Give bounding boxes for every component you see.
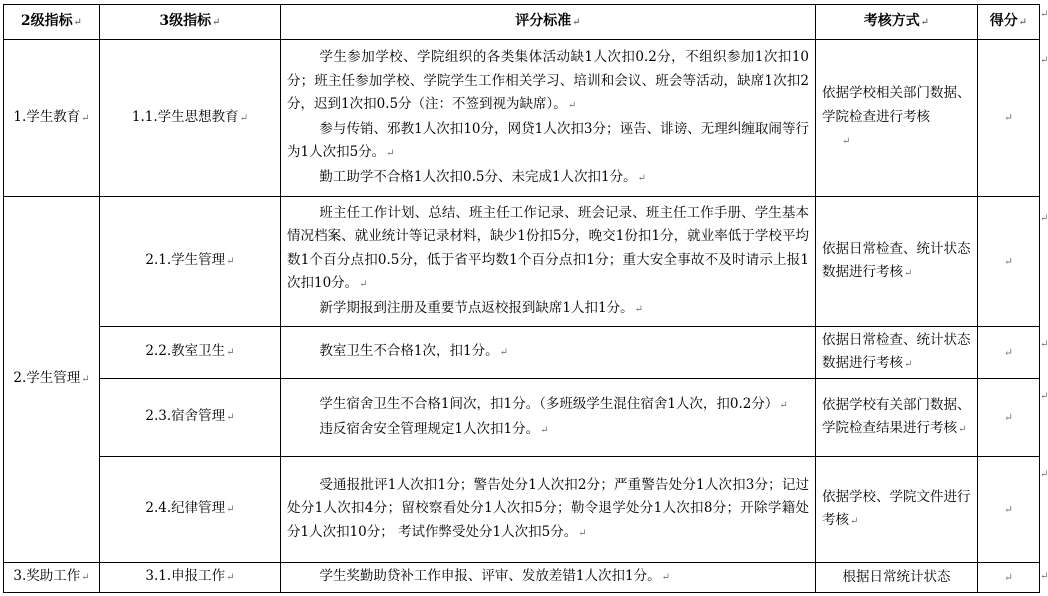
table-row (4, 457, 1040, 563)
table-row (4, 379, 1040, 457)
table-row (4, 563, 1040, 593)
row-end-mark: ↵ (1040, 9, 1048, 20)
standard-cell: 班主任工作计划、总结、班主任工作记录、班会记录、班主任工作手册、学生基本情况档案、就业统计等记录材料，缺少1份扣5分，晚交1份扣1分，就业率低于学校平均数1个百分点扣0.5分，低于省平均数1个百分点扣1分；重大安全事故不及时请示上报1次扣10分。↵ 新学期报到注册及重要节点返校报到缺席1人扣1分。↵ (281, 197, 816, 327)
level3-cell: 2.3.宿舍管理↵ (100, 379, 281, 457)
method-cell: 依据日常检查、统计状态数据进行考核↵ (816, 327, 978, 379)
method-cell: 依据日常检查、统计状态数据进行考核↵ (816, 197, 978, 327)
score-cell[interactable]: ↵ (978, 379, 1040, 457)
standard-cell: 受通报批评1人次扣1分；警告处分1人次扣2分；严重警告处分1人次扣3分；记过处分1人次扣4分；留校察看处分1人次扣5分；勒令退学处分1人次扣8分；开除学籍处分1人次扣10分； 考试作弊受处分1人次扣5分。↵ (281, 457, 816, 563)
table-row (4, 197, 1040, 327)
level3-cell: 2.4.纪律管理↵ (100, 457, 281, 563)
standard-cell: 学生奖勤助贷补工作申报、评审、发放差错1人次扣1分。↵ (281, 563, 816, 593)
header-level2: 2级指标↵ (4, 5, 100, 40)
level2-cell: 2.学生管理↵ (4, 197, 100, 563)
level3-cell: 3.1.申报工作↵ (100, 563, 281, 593)
evaluation-table (3, 4, 1040, 593)
level3-cell: 1.1.学生思想教育↵ (100, 40, 281, 197)
method-cell: 依据学校相关部门数据、学院检查进行考核 ↵ (816, 40, 978, 197)
standard-cell: 学生宿舍卫生不合格1间次，扣1分。（多班级学生混住宿舍1人次，扣0.2分）↵ 违反宿舍安全管理规定1人次扣1分。↵ (281, 379, 816, 457)
level3-cell: 2.2.教室卫生↵ (100, 327, 281, 379)
header-level3: 3级指标↵ (100, 5, 281, 40)
table-row (4, 40, 1040, 197)
header-method: 考核方式↵ (816, 5, 978, 40)
score-cell[interactable]: ↵ (978, 327, 1040, 379)
score-cell[interactable]: ↵ (978, 457, 1040, 563)
level2-cell: 3.奖助工作↵ (4, 563, 100, 593)
method-cell: 依据学校有关部门数据、学院检查结果进行考核↵ (816, 379, 978, 457)
row-end-mark: ↵ (1040, 469, 1048, 480)
row-end-marks (1040, 0, 1047, 596)
level3-cell: 2.1.学生管理↵ (100, 197, 281, 327)
header-row (4, 5, 1040, 40)
score-cell[interactable]: ↵ (978, 40, 1040, 197)
header-score: 得分↵ (978, 5, 1040, 40)
table-row (4, 327, 1040, 379)
row-end-mark: ↵ (1040, 391, 1048, 402)
row-end-mark: ↵ (1040, 213, 1048, 224)
method-cell: 根据日常统计状态 (816, 563, 978, 593)
row-end-mark: ↵ (1040, 571, 1048, 582)
level2-cell: 1.学生教育↵ (4, 40, 100, 197)
method-cell: 依据学校、学院文件进行考核↵ (816, 457, 978, 563)
score-cell[interactable]: ↵ (978, 563, 1040, 593)
standard-cell: 学生参加学校、学院组织的各类集体活动缺1人次扣0.2分，不组织参加1次扣10分；班主任参加学校、学院学生工作相关学习、培训和会议、班会等活动，缺席1次扣2分，迟到1次扣0.5分（注：不签到视为缺席）。↵ 参与传销、邪教1人次扣10分，网贷1人次扣3分；诬告、诽谤、无理纠缠取闹等行为1人次扣5分。↵ 勤工助学不合格1人次扣0.5分、未完成1人次扣1分。↵ (281, 40, 816, 197)
score-cell[interactable]: ↵ (978, 197, 1040, 327)
header-standard: 评分标准↵ (281, 5, 816, 40)
row-end-mark: ↵ (1040, 55, 1048, 66)
row-end-mark: ↵ (1040, 339, 1048, 350)
standard-cell: 教室卫生不合格1次，扣1分。↵ (281, 327, 816, 379)
